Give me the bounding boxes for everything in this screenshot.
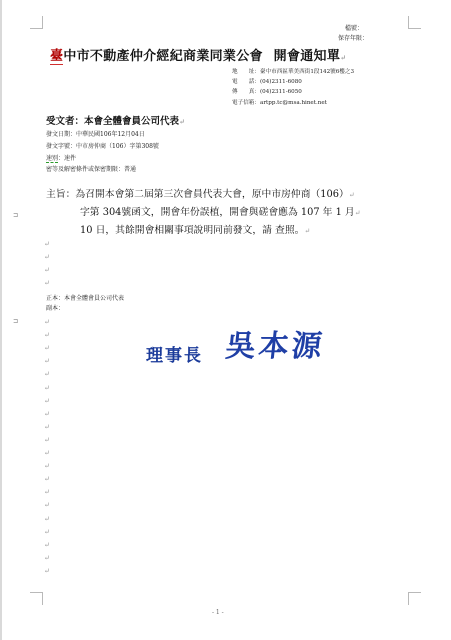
email-row [232,98,327,106]
paragraph-mark: ↵ [44,567,50,575]
paragraph-mark: ↵ [44,515,50,523]
fax-label: 傳 真： [232,89,260,95]
address-label: 地 址： [232,69,260,75]
subject-text-1: 為召開本會第二屆第三次會員代表大會，原中市房仲商（106） [75,189,349,200]
email-value: artpp.tc@msa.hinet.net [259,100,327,106]
speed-value: ：速件 [58,155,77,162]
paragraph-mark: ↵ [44,528,50,536]
file-number-label: 檔號： [345,25,364,32]
fax-value: (04)2311-6050 [259,89,302,95]
paragraph-mark: ↵ [44,397,50,405]
phone-label: 電 話： [232,79,260,85]
crop-mark-top-left [30,16,43,29]
issue-number: 發文字號：中市房仲商（106）字第308號 [46,143,159,150]
title-prefix: 臺 [50,49,64,64]
paragraph-mark: ↵ [44,266,50,274]
paragraph-mark: ↵ [44,279,50,287]
issue-date: 發文日期：中華民國106年12月04日 [46,131,145,138]
subject-label: 主旨： [46,189,76,200]
paragraph-mark: ↵ [44,331,50,339]
paragraph-mark: ↵ [44,240,50,248]
paragraph-mark: ↵ [44,423,50,431]
address-value: 臺中市西區華美西街1段142號6樓之3 [259,69,355,75]
crop-mark-top-right [408,16,421,29]
paragraph-mark: ↵ [44,436,50,444]
ruler-marker-top: ⊐ [13,212,19,219]
phone-row [232,77,302,85]
retention-period-label: 保存年限： [338,35,369,42]
crop-mark-bottom-left [30,592,43,605]
recipient-value: 本會全體會員公司代表 [84,116,180,127]
paragraph-mark: ↵ [44,501,50,509]
paragraph-mark: ↵ [44,410,50,418]
main-recipient-label: 正本： [46,295,65,302]
subject-line-2: 字第 304號函文，開會年份誤植，開會與磋會應為 107 年 1 月↵ [80,207,361,218]
recipient-label: 受文者： [46,116,85,127]
paragraph-mark: ↵ [44,318,50,326]
paragraph-mark: ↵ [44,384,50,392]
page-number: - 1 - [212,609,224,616]
ruler-marker-bottom: ⊐ [13,318,19,325]
fax-row [232,87,302,95]
signature-title: 理事長 [146,346,203,366]
copy-recipient-line [46,303,64,312]
paragraph-mark: ↵ [44,449,50,457]
speed-label: 速別 [46,155,59,162]
subject-text-3: 10 日，其餘開會相關事項說明同前發文，請 查照。 [80,225,305,236]
paragraph-mark: ↵ [44,462,50,470]
paragraph-mark: ↵ [44,357,50,365]
crop-mark-bottom-right [408,592,421,605]
title-organization: 中市不動產仲介經紀商業同業公會 [63,49,263,64]
paragraph-mark: ↵ [44,554,50,562]
subject-line-3: 10 日，其餘開會相關事項說明同前發文，請 查照。↵ [80,225,311,236]
paragraph-mark: ↵ [44,344,50,352]
speed-line [46,153,76,162]
main-recipient-line [46,293,124,302]
main-recipient-value: 本會全體會員公司代表 [64,295,125,302]
paragraph-mark: ↵ [44,253,50,261]
recipient-line: 受文者：本會全體會員公司代表↵ [46,116,185,127]
title-doc-type: 開會通知單 [273,49,341,64]
security-line: 密等及解密條件或保密期限：普通 [46,166,137,173]
address-row [232,67,354,75]
paragraph-mark: ↵ [44,541,50,549]
subject-text-2: 字第 304號函文，開會年份誤植，開會與磋會應為 107 年 1 月 [80,207,355,218]
phone-value: (04)2311-6080 [259,79,302,85]
subject-line-1: 主旨：為召開本會第二屆第三次會員代表大會，原中市房仲商（106）↵ [46,189,355,200]
vertical-ruler [0,0,2,640]
paragraph-mark: ↵ [44,370,50,378]
paragraph-mark: ↵ [44,475,50,483]
copy-recipient-label: 副本： [46,305,65,312]
paragraph-mark: ↵ [44,488,50,496]
signature-name: 吳本源 [223,329,327,364]
email-label: 電子信箱： [232,100,260,106]
document-title: 臺中市不動產仲介經紀商業同業公會 開會通知單↵ [50,49,347,64]
